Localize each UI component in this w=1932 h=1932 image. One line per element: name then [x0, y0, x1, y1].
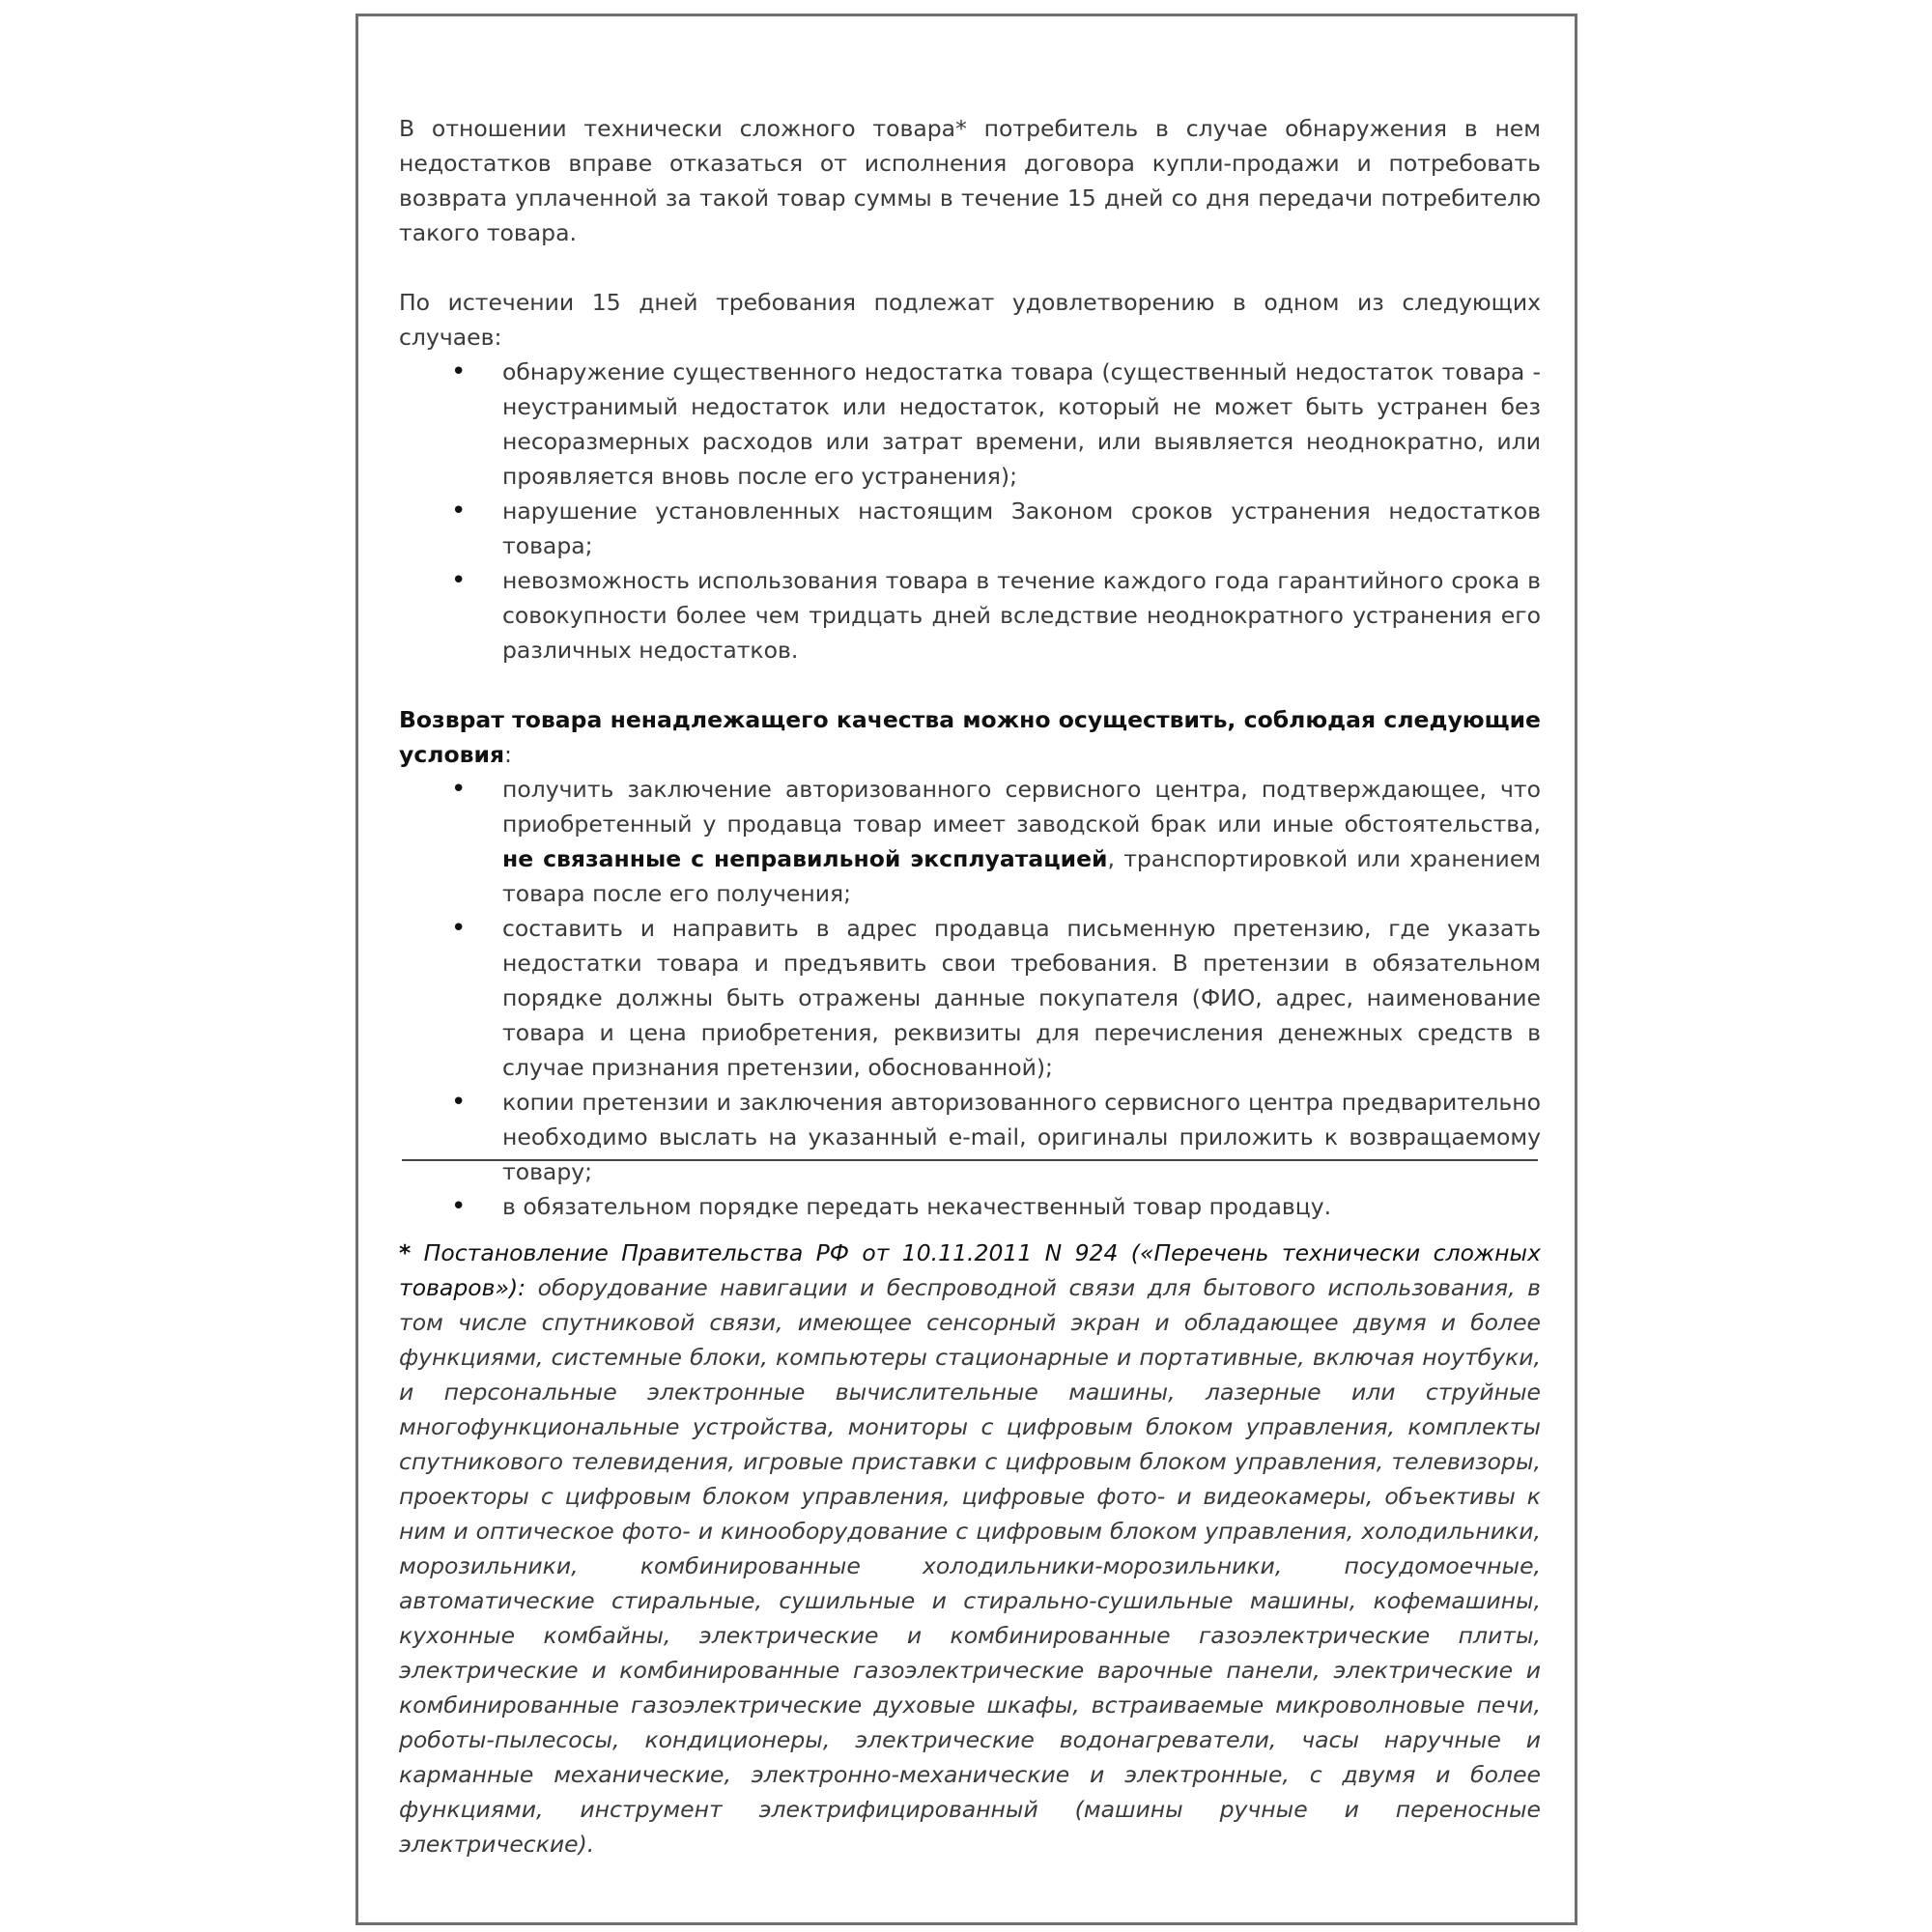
bullet-icon: •: [451, 1088, 467, 1117]
bullet-icon: •: [451, 914, 467, 943]
bullet-icon: •: [451, 497, 467, 526]
paragraph-after-15-days: По истечении 15 дней требования подлежат удовлетворению в одном из следующих случаев:: [399, 289, 1541, 351]
conditions-list: [399, 355, 1541, 668]
document-page: [355, 14, 1577, 1925]
footnote: [399, 1236, 1541, 1861]
list-item: [399, 563, 1541, 668]
list-item-text: в обязательном порядке передать некачественный товар продавцу.: [502, 1193, 1332, 1220]
list-item: [399, 1085, 1541, 1189]
list-item: [399, 1189, 1541, 1224]
return-conditions-list: [399, 772, 1541, 1224]
list-item-text-end: , транспортировкой или хранением товара после его получения;: [502, 845, 1542, 907]
return-conditions-heading: Возврат товара ненадлежащего качества можно осуществить, соблюдая следующие условия: [399, 706, 1541, 768]
paragraph-technically-complex-goods: В отношении технически сложного товара* потребитель в случае обнаружения в нем недостатков вправе отказаться от исполнения договора купли-продажи и потребовать возврата уплаченной за такой товар суммы в течение 15 дней со дня передачи потребителю такого товара.: [399, 115, 1541, 246]
return-conditions-colon: :: [504, 741, 512, 768]
list-item-text: невозможность использования товара в течение каждого года гарантийного срока в совокупности более чем тридцать дней вследствие неоднократного устранения его различных недостатков.: [502, 567, 1541, 664]
bullet-icon: •: [451, 357, 467, 386]
list-item: [399, 911, 1541, 1085]
list-item-text: нарушение установленных настоящим Законом сроков устранения недостатков товара;: [502, 497, 1541, 559]
list-item-text: составить и направить в адрес продавца письменную претензию, где указать недостатки товара и предъявить свои требования. В претензии в обязательном порядке должны быть отражены данные покупателя (ФИО, адрес, наименование товара и цена приобретения, реквизиты для перечисления денежных средств в случае признания претензии, обоснованной);: [502, 915, 1541, 1081]
bullet-icon: •: [451, 775, 467, 804]
divider-line: [402, 1159, 1538, 1161]
bullet-icon: •: [451, 1192, 467, 1221]
paragraph-return-conditions: [399, 702, 1541, 772]
document-body: [399, 111, 1541, 1224]
list-item-text: получить заключение авторизованного сервисного центра, подтверждающее, что приобретенный у продавца товар имеет заводской брак или иные обстоятельства,: [502, 776, 1541, 838]
footnote-asterisk-icon: *: [399, 1239, 412, 1266]
list-item: [399, 772, 1541, 911]
footnote-title: Постановление Правительства РФ от 10.11.2011 N 924 («Перечень технически сложных товаров»):: [399, 1239, 1541, 1301]
list-item: [399, 494, 1541, 563]
list-item-emphasis: не связанные с неправильной эксплуатацией: [502, 845, 1108, 872]
bullet-icon: •: [451, 566, 467, 595]
list-item: [399, 355, 1541, 494]
list-item-text: обнаружение существенного недостатка товара (существенный недостаток товара - неустранимый недостаток или недостаток, который не может быть устранен без несоразмерных расходов или затрат времени, или выявляется неоднократно, или проявляется вновь после его устранения);: [502, 358, 1541, 490]
list-item-text: копии претензии и заключения авторизованного сервисного центра предварительно необходимо выслать на указанный e-mail, оригиналы приложить к возвращаемому товару;: [502, 1089, 1541, 1185]
footnote-text: оборудование навигации и беспроводной связи для бытового использования, в том числе спутниковой связи, имеющее сенсорный экран и обладающее двумя и более функциями, системные блоки, компьютеры стационарные и портативные, включая ноутбуки, и персональные электронные вычислительные машины, лазерные или струйные многофункциональные устройства, мониторы с цифровым блоком управления, комплекты спутникового телевидения, игровые приставки с цифровым блоком управления, телевизоры, проекторы с цифровым блоком управления, цифровые фото- и видеокамеры, объективы к ним и оптическое фото- и кинооборудование с цифровым блоком управления, холодильники, морозильники, комбинированные холодильники-морозильники, посудомоечные, автоматические стиральные, сушильные и стирально-сушильные машины, кофемашины, кухонные комбайны, электрические и комбинированные газоэлектрические плиты, электрические и комбинированные газоэлектрические варочные панели, электрические и комбинированные газоэлектрические духовые шкафы, встраиваемые микроволновые печи, роботы-пылесосы, кондиционеры, электрические водонагреватели, часы наручные и карманные механические, электронно-механические и электронные, с двумя и более функциями, инструмент электрифицированный (машины ручные и переносные электрические).: [399, 1274, 1541, 1858]
